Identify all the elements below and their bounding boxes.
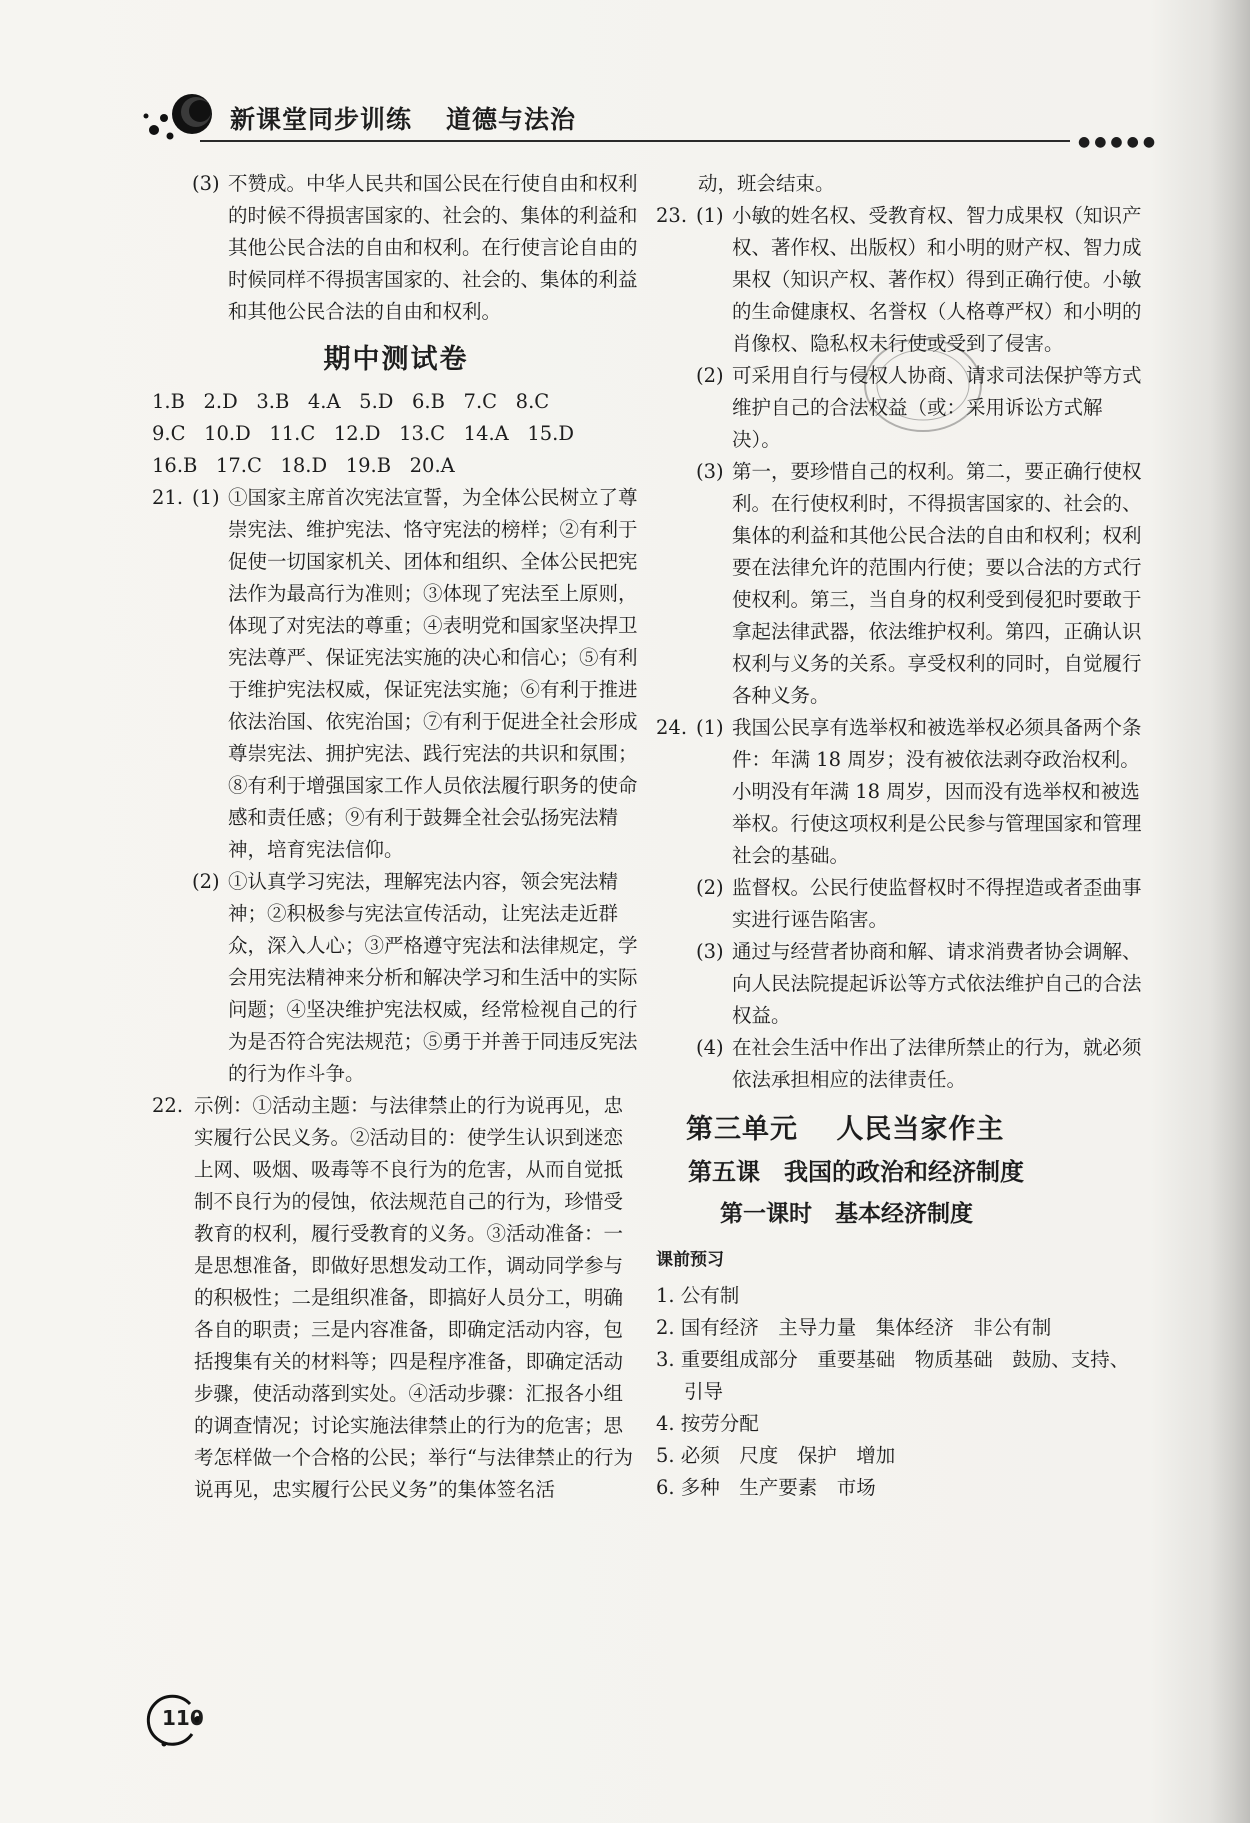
preview-item: 1. 公有制 xyxy=(656,1284,740,1307)
answer-text: 小敏的姓名权、受教育权、智力成果权（知识产权、著作权、出版权）和小明的财产权、智力成果权（知识产权、著作权）得到正确行使。小敏的生命健康权、名誉权（人格尊严权）和小明的肖像权、隐私权未行使或受到了侵害。 xyxy=(732,204,1142,355)
answer-text: 在社会生活中作出了法律所禁止的行为，就必须依法承担相应的法律责任。 xyxy=(732,1036,1142,1091)
mc-answers-row: 16.B 17.C 18.D 19.B 20.A xyxy=(152,454,455,477)
answer-22-continued: 动，班会结束。 xyxy=(698,172,835,195)
preview-item: 3. 重要组成部分 重要基础 物质基础 鼓励、支持、引导 xyxy=(656,1348,1130,1403)
page-number: 110 xyxy=(162,1706,204,1730)
page-edge-shadow xyxy=(1210,0,1250,1823)
stamp-icon xyxy=(858,330,988,440)
section-title: 期中测试卷 xyxy=(323,344,469,375)
answer-24-part-2 xyxy=(656,872,1146,936)
part-number: (3) xyxy=(192,172,220,195)
question-number: 21. xyxy=(152,486,184,509)
header-rule xyxy=(200,140,1070,142)
part-number: (2) xyxy=(192,870,220,893)
preview-item: 5. 必须 尺度 保护 增加 xyxy=(656,1444,896,1467)
question-number: 23. xyxy=(656,204,688,227)
header-title xyxy=(230,100,576,136)
part-number: (1) xyxy=(192,486,220,509)
answer-text: 通过与经营者协商和解、请求消费者协会调解、向人民法院提起诉讼等方式依法维护自己的合法权益。 xyxy=(732,940,1142,1027)
page-header xyxy=(140,92,1160,152)
answer-24-part-1 xyxy=(656,712,1146,872)
unit-title: 第三单元 人民当家作主 xyxy=(686,1114,1005,1145)
answer-22 xyxy=(152,1090,640,1506)
mc-answers-row: 9.C 10.D 11.C 12.D 13.C 14.A 15.D xyxy=(152,422,574,445)
part-number: (4) xyxy=(696,1036,724,1059)
answer-text: 可采用自行与侵权人协商、请求司法保护等方式维护自己的合法权益（或：采用诉讼方式解决）。 xyxy=(732,364,1142,451)
answer-21-part-1 xyxy=(152,482,640,866)
left-column xyxy=(152,168,640,1506)
part-number: (3) xyxy=(696,940,724,963)
preview-item: 6. 多种 生产要素 市场 xyxy=(656,1476,876,1499)
period-title: 第一课时 基本经济制度 xyxy=(720,1201,973,1227)
preview-item: 2. 国有经济 主导力量 集体经济 非公有制 xyxy=(656,1316,1052,1339)
part-number: (3) xyxy=(696,460,724,483)
answer-text: 示例：①活动主题：与法律禁止的行为说再见，忠实履行公民义务。②活动目的：使学生认识到迷恋上网、吸烟、吸毒等不良行为的危害，从而自觉抵制不良行为的侵蚀，依法规范自己的行为，珍惜受教育的权利，履行受教育的义务。③活动准备：一是思想准备，即做好思想发动工作，调动同学参与的积极性；二是组织准备，即搞好人员分工，明确各自的职责；三是内容准备，即确定活动内容，包括搜集有关的材料等；四是程序准备，即确定活动步骤，使活动落到实处。④活动步骤：汇报各小组的调查情况；讨论实施法律禁止的行为的危害；思考怎样做一个合格的公民；举行“与法律禁止的行为说再见，忠实履行公民义务”的集体签名活 xyxy=(194,1094,633,1501)
answer-text: ①认真学习宪法，理解宪法内容，领会宪法精神；②积极参与宪法宣传活动，让宪法走近群众，深入人心；③严格遵守宪法和法律规定，学会用宪法精神来分析和解决学习和生活中的实际问题；④坚决维护宪法权威，经常检视自己的行为是否符合宪法规范；⑤勇于并善于同违反宪法的行为作斗争。 xyxy=(228,870,638,1085)
header-logo-icon xyxy=(140,92,220,152)
answer-text: 不赞成。中华人民共和国公民在行使自由和权利的时候不得损害国家的、社会的、集体的利益和其他公民合法的自由和权利。在行使言论自由的时候同样不得损害国家的、社会的、集体的利益和其他公民合法的自由和权利。 xyxy=(228,172,638,323)
answer-text: 监督权。公民行使监督权时不得捏造或者歪曲事实进行诬告陷害。 xyxy=(732,876,1142,931)
answer-text: 我国公民享有选举权和被选举权必须具备两个条件：年满 18 周岁；没有被依法剥夺政治权利。小明没有年满 18 周岁，因而没有选举权和被选举权。行使这项权利是公民参与管理国家和管理社会的基础。 xyxy=(732,716,1142,867)
question-number: 24. xyxy=(656,716,688,739)
question-number: 22. xyxy=(152,1094,184,1117)
answer-20-part-3 xyxy=(152,168,640,328)
header-bullets: ●●●●● xyxy=(1078,134,1160,150)
lesson-title: 第五课 我国的政治和经济制度 xyxy=(688,1158,1024,1186)
preview-item: 4. 按劳分配 xyxy=(656,1412,759,1435)
part-number: (1) xyxy=(696,204,724,227)
answer-24-part-3 xyxy=(656,936,1146,1032)
answer-text: ①国家主席首次宪法宣誓，为全体公民树立了尊崇宪法、维护宪法、恪守宪法的榜样；②有利于促使一切国家机关、团体和组织、全体公民把宪法作为最高行为准则；③体现了宪法至上原则，体现了对宪法的尊重；④表明党和国家坚决捍卫宪法尊严、保证宪法实施的决心和信心；⑤有利于维护宪法权威，保证宪法实施；⑥有利于推进依法治国、依宪治国；⑦有利于促进全社会形成尊崇宪法、拥护宪法、践行宪法的共识和氛围；⑧有利于增强国家工作人员依法履行职务的使命感和责任感；⑨有利于鼓舞全社会弘扬宪法精神，培育宪法信仰。 xyxy=(228,486,638,861)
mc-answers-row: 1.B 2.D 3.B 4.A 5.D 6.B 7.C 8.C xyxy=(152,390,550,413)
answer-text: 第一，要珍惜自己的权利。第二，要正确行使权利。在行使权利时，不得损害国家的、社会的、集体的利益和其他公民合法的自由和权利；权利要在法律允许的范围内行使；要以合法的方式行使权利。第三，当自身的权利受到侵犯时要敢于拿起法律武器，依法维护权利。第四，正确认识权利与义务的关系。享受权利的同时，自觉履行各种义务。 xyxy=(732,460,1142,707)
answer-21-part-2 xyxy=(152,866,640,1090)
part-number: (2) xyxy=(696,876,724,899)
part-number: (2) xyxy=(696,364,724,387)
answer-23-part-3 xyxy=(656,456,1146,712)
preview-label: 课前预习 xyxy=(656,1250,724,1270)
header-series: 新课堂同步训练 xyxy=(230,105,413,134)
part-number: (1) xyxy=(696,716,724,739)
header-subject: 道德与法治 xyxy=(446,105,577,134)
answer-24-part-4 xyxy=(656,1032,1146,1096)
